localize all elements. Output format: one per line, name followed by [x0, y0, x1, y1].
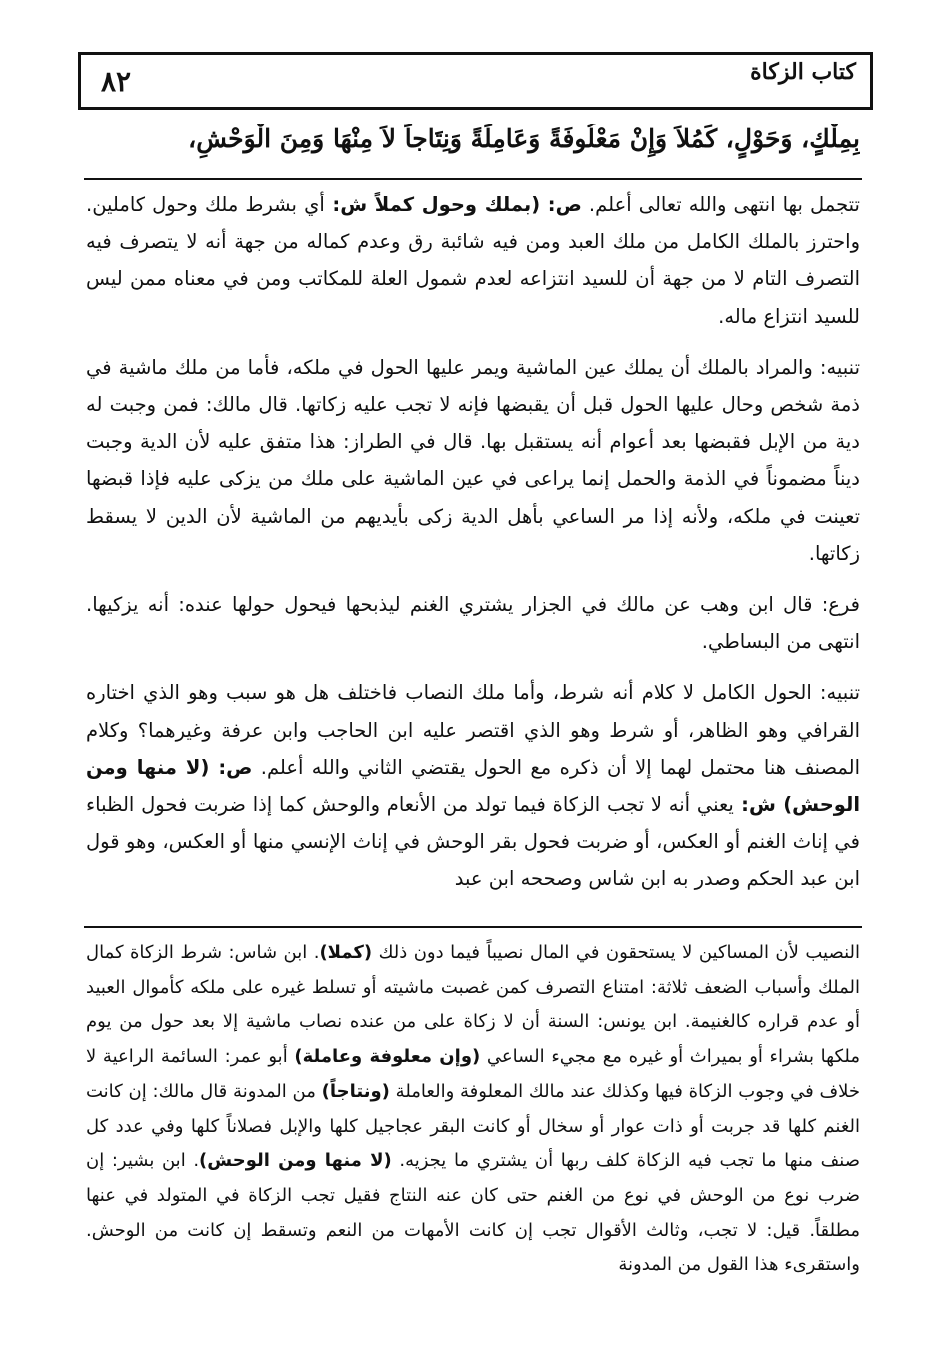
bold-segment: (ونتاجاً): [321, 1080, 390, 1102]
bold-segment: (وإن معلوفة وعاملة): [294, 1046, 481, 1068]
page-number: ٨٢: [101, 65, 132, 98]
running-header: [78, 52, 873, 110]
text-segment: . ابن شاس: شرط الزكاة كمال الملك وأسباب الضعف ثلاثة: امتناع التصرف كمن غصبت ماشيته أو تسلط غيره على ملكه كأموال العبيد أو عدم قراره كالغنيمة. ابن يونس: السنة أن لا زكاة على من عنده نصاب ماشية إلا بعد حول من يوم ملكها بشراء أو بميراث أو غيره مع مجيء الساعي: [86, 942, 860, 1068]
bold-segment: (كملا): [319, 942, 373, 963]
footnote-divider: [84, 926, 862, 928]
text-segment: . ابن بشير: إن ضرب نوع من الوحش في نوع من الغنم حتى كان عنه النتاج فقيل تجب الزكاة في المتولد في عنها مطلقاً. قيل: لا تجب، وثالث الأقوال تجب إن كانت الأمهات من النعم وتسقط إن كانت من الوحش. واستقرىء هذا القول من المدونة: [86, 1150, 860, 1276]
text-segment: تنبيه: الحول الكامل لا كلام أنه شرط، وأما ملك النصاب فاختلف هل هو سبب وهو الذي اختاره القرافي وهو الظاهر، أو شرط وهو الذي اقتصر عليه ابن الحاجب وابن عرفة وغيرهما؟ وكلام المصنف هنا محتمل لهما إلا أن ذكره مع الحول يقتضي الثاني والله أعلم.: [86, 681, 860, 779]
text-segment: تنبيه: والمراد بالملك أن يملك عين الماشية ويمر عليها الحول في ملكه، فأما من ملك ماشية في ذمة شخص وحال عليها الحول قبل أن يقبضها فإنه لا تجب عليه زكاتها. قال مالك: فمن وجبت له دية من الإبل فقبضها بعد أعوام أنه يستقبل بها. قال في الطراز: هذا متفق عليه لأن الدية وجبت ديناً مضموناً في الذمة والحمل إنما يراعى في عين الماشية على ملك من يزكى عليه فإذا قبضها تعينت في ملكه، ولأنه إذا مر الساعي بأهل الدية زكى بأيديهم من الماشية لأن الدين لا يسقط زكاتها.: [86, 355, 860, 565]
footnote-section: [86, 936, 860, 1283]
text-segment: يعني أنه لا تجب الزكاة فيما تولد من الأنعام والوحش كما إذا ضربت فحول الظباء في إناث الغنم أو العكس، أو ضربت فحول بقر الوحش في إناث الإنسي منها أو العكس، وهو قول ابن عبد الحكم وصدر به ابن شاس وصححه ابن عبد: [86, 793, 860, 891]
bold-segment: ص: (بملك وحول كملاً ش:: [324, 193, 582, 216]
divider-rule: [84, 178, 862, 180]
commentary-paragraph: [86, 186, 860, 335]
matn-text: بِمِلْكٍ، وَحَوْلٍ، كَمُلاَ وَإِنْ مَعْلُوفَةً وَعَامِلَةً وَنِتَاجاً لاَ مِنْهَا وَمِنَ الْوَحْشِ،: [188, 124, 860, 153]
text-segment: تتجمل بها انتهى والله تعالى أعلم.: [581, 193, 860, 216]
text-segment: أبو عمر: السائمة الراعية لا خلاف في وجوب الزكاة فيها وكذلك عند مالك المعلوفة والعاملة: [86, 1046, 860, 1102]
text-segment: من المدونة قال مالك: إن كانت الغنم كلها قد جربت أو ذات عوار أو سخال أو كانت البقر عجاجيل كلها والإبل فصلاناً كلها وفي عدد كل صنف منها ما تجب فيه الزكاة كلف ربها أن يشتري ما يجزيه.: [86, 1080, 860, 1172]
bold-segment: (لا منها ومن الوحش): [199, 1150, 392, 1172]
text-segment: فرع: قال ابن وهب عن مالك في الجزار يشتري الغنم ليذبحها فيحول حولها عنده: أنه يزكيها. انتهى من البساطي.: [86, 593, 860, 654]
commentary-section: [86, 186, 860, 898]
commentary-paragraph: [86, 674, 860, 897]
text-segment: النصيب لأن المساكين لا يستحقون في المال نصيباً فيما دون ذلك: [372, 942, 860, 963]
footnote-paragraph: [86, 936, 860, 1283]
text-segment: أي بشرط ملك وحول كاملين. واحترز بالملك الكامل من ملك العبد ومن فيه شائبة رق وعدم كماله من جهة أنه لا يتصرف فيه التصرف التام لا من جهة أن للسيد انتزاعه لعدم شمول العلة للمكاتب ومن في معناه ممن ليس للسيد انتزاع ماله.: [86, 193, 860, 328]
book-title: كتاب الزكاة: [750, 59, 856, 85]
commentary-paragraph: [86, 586, 860, 660]
bold-segment: ص: (لا منها ومن الوحش) ش:: [86, 755, 861, 817]
commentary-paragraph: [86, 349, 860, 572]
